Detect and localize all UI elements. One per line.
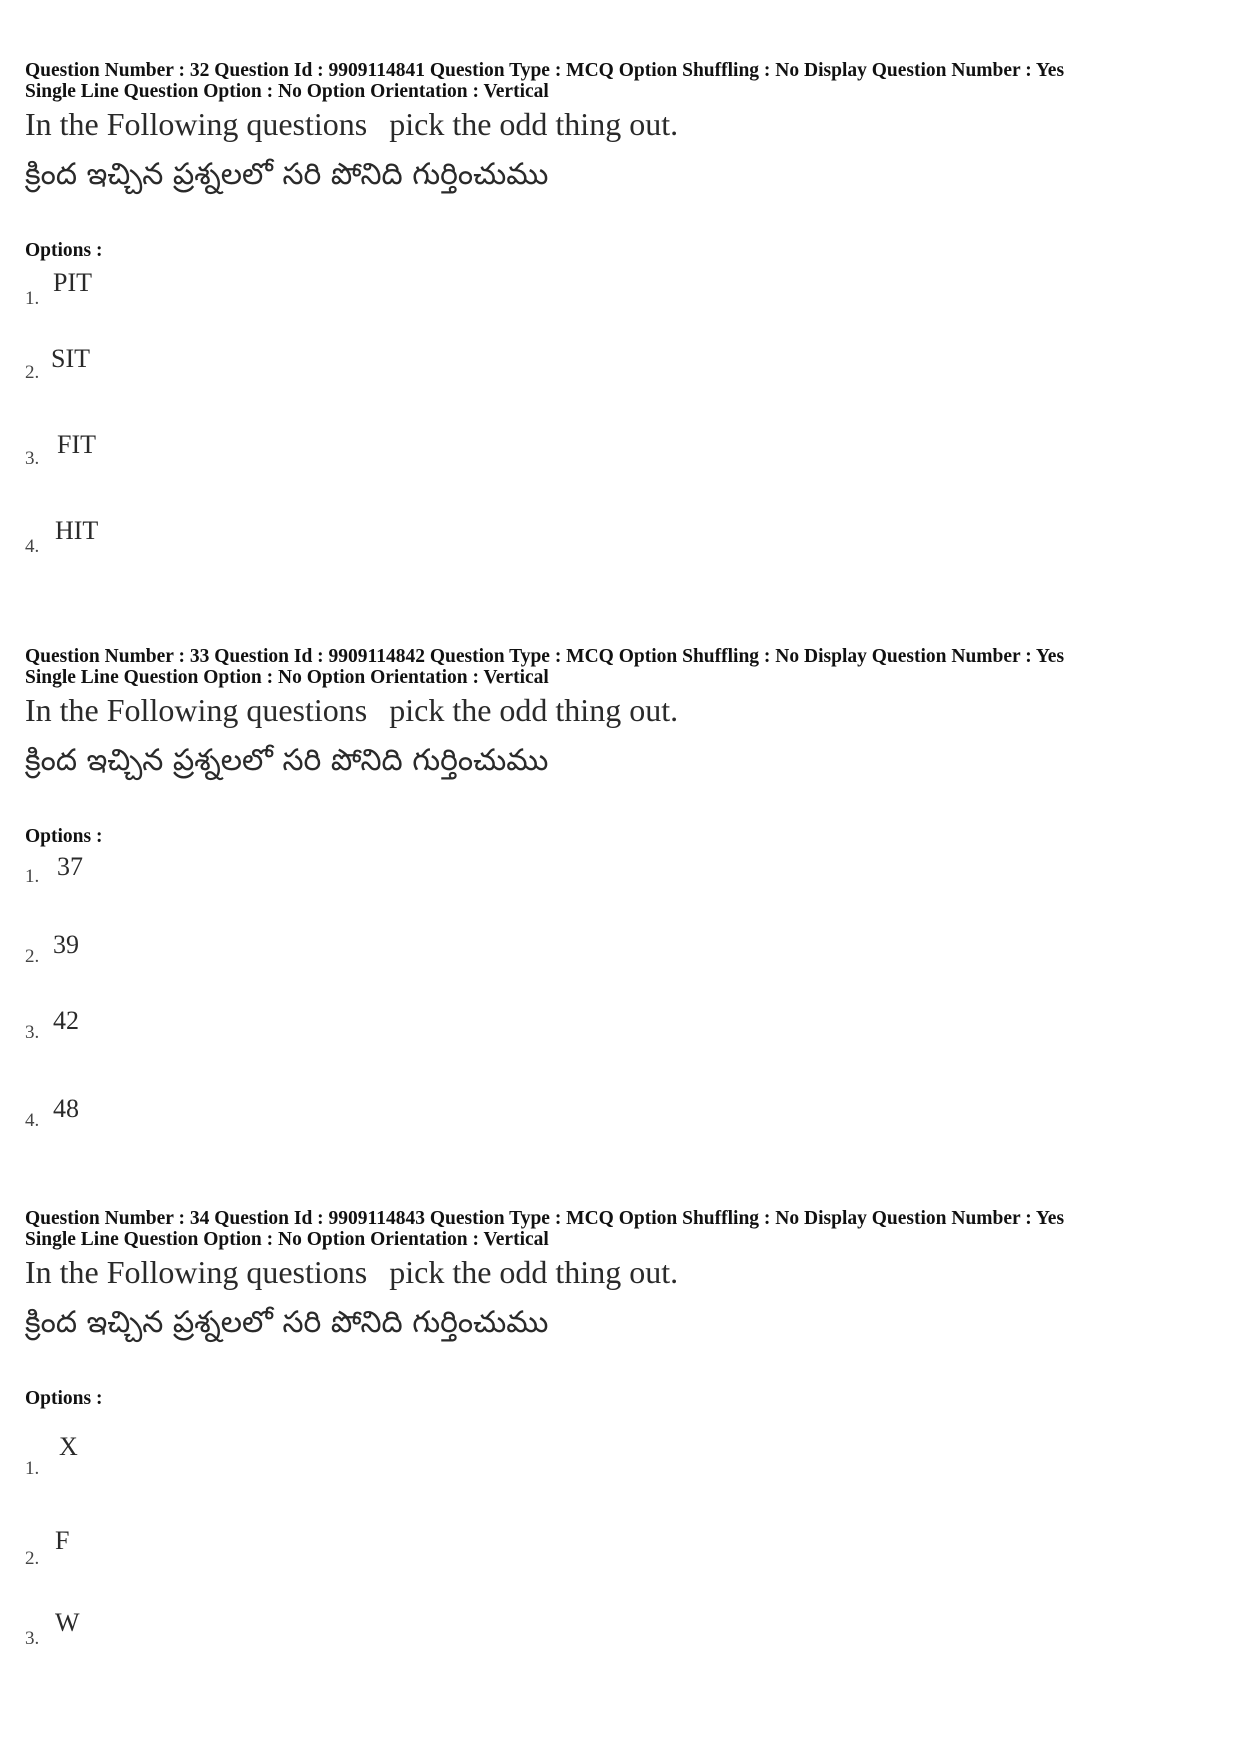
question-block-33 [25,646,1215,1131]
question-text-english [25,1253,1215,1291]
option-value: SIT [51,344,90,373]
option-number: 3. [25,448,40,469]
question-text-telugu: క్రింద ఇచ్చిన ప్రశ్నలలో సరి పోనిది గుర్తించుము [25,743,549,778]
option-value: PIT [53,268,92,297]
question-text-english-part2: pick the odd thing out. [389,1254,679,1290]
question-meta-line1: Question Number : 32 Question Id : 9909114841 Question Type : MCQ Option Shuffling : No Display Question Number : Yes [25,60,1065,81]
question-block-32 [25,60,1215,557]
option-value: X [59,1432,78,1461]
question-meta-line2: Single Line Question Option : No Option Orientation : Vertical [25,1229,549,1250]
options-label: Options : [25,826,103,847]
option-number: 3. [25,1628,40,1649]
option-number: 2. [25,362,40,383]
option-number: 1. [25,288,40,309]
option-number: 2. [25,946,40,967]
option-value: W [55,1608,80,1637]
option-value: 48 [53,1094,79,1123]
option-number: 1. [25,866,40,887]
option-value: F [55,1526,70,1555]
question-meta-line1: Question Number : 34 Question Id : 9909114843 Question Type : MCQ Option Shuffling : No Display Question Number : Yes [25,1208,1065,1229]
question-text-english-part1: In the Following questions [25,692,368,728]
option-number: 4. [25,536,40,557]
option-number: 2. [25,1548,40,1569]
question-text-english-part1: In the Following questions [25,1254,368,1290]
question-text-english [25,105,1215,143]
question-text-english-part2: pick the odd thing out. [389,106,679,142]
question-text-telugu: క్రింద ఇచ్చిన ప్రశ్నలలో సరి పోనిది గుర్తించుము [25,1305,549,1340]
question-text-english-part2: pick the odd thing out. [389,692,679,728]
option-value: 42 [53,1006,79,1035]
question-meta-line2: Single Line Question Option : No Option Orientation : Vertical [25,81,549,102]
option-number: 4. [25,1110,40,1131]
question-text-telugu: క్రింద ఇచ్చిన ప్రశ్నలలో సరి పోనిది గుర్తించుము [25,157,549,192]
option-value: 37 [57,852,83,881]
option-number: 1. [25,1458,40,1479]
question-block-34 [25,1208,1215,1649]
question-text-english [25,691,1215,729]
option-value: 39 [53,930,79,959]
option-value: HIT [55,516,99,545]
question-meta-line2: Single Line Question Option : No Option Orientation : Vertical [25,667,549,688]
option-number: 3. [25,1022,40,1043]
option-value: FIT [57,430,96,459]
options-label: Options : [25,240,103,261]
question-text-english-part1: In the Following questions [25,106,368,142]
question-meta-line1: Question Number : 33 Question Id : 9909114842 Question Type : MCQ Option Shuffling : No Display Question Number : Yes [25,646,1065,667]
options-label: Options : [25,1388,103,1409]
